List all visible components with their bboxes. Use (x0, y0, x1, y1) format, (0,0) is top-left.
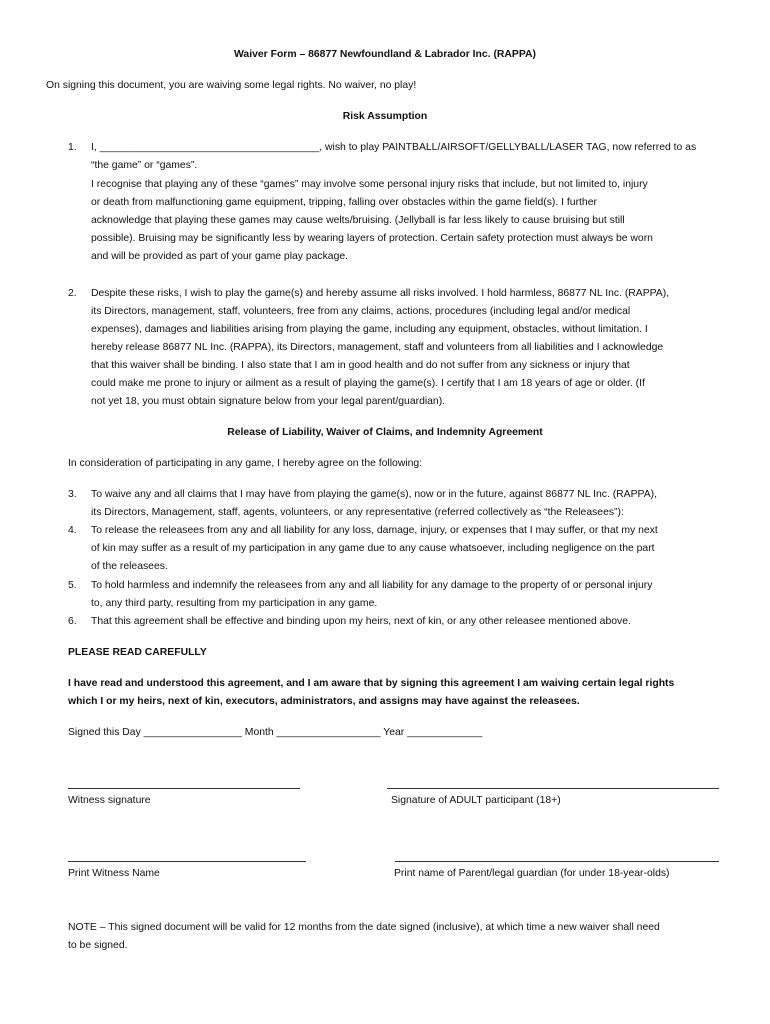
item-number: 2. (68, 288, 77, 299)
item-line: its Directors, management, staff, volunteers, free from any claims, actions, procedures (including legal and/or medical (91, 306, 631, 317)
item-line: or death from malfunctioning game equipment, tripping, falling over obstacles within the game field(s). I further (91, 197, 597, 208)
item-line: possible). Bruising may be significantly less by wearing layers of protection. Certain safety protection must always be worn (91, 233, 653, 244)
item-number: 1. (68, 142, 77, 153)
note-line: to be signed. (68, 940, 128, 951)
page-title: Waiver Form – 86877 Newfoundland & Labrador Inc. (RAPPA) (234, 49, 536, 60)
item-number: 3. (68, 489, 77, 500)
adult-signature-line[interactable] (387, 788, 719, 789)
item-line: of kin may suffer as a result of my participation in any game due to any cause whatsoever, including negligence on the part (91, 543, 655, 554)
item-line: “the game” or “games”. (91, 160, 198, 171)
note-line: NOTE – This signed document will be valid for 12 months from the date signed (inclusive), at which time a new waiver shall need (68, 922, 660, 933)
acknowledgement-line: I have read and understood this agreement, and I am aware that by signing this agreement I am waiving certain legal rights (68, 678, 675, 689)
item-line: and will be provided as part of your game play package. (91, 251, 349, 262)
item-line: To waive any and all claims that I may have from playing the game(s), now or in the future, against 86877 NL Inc. (RAPPA), (91, 489, 657, 500)
item-number: 4. (68, 525, 77, 536)
adult-signature-label: Signature of ADULT participant (18+) (391, 795, 561, 806)
item-line: to, any third party, resulting from my participation in any game. (91, 598, 378, 609)
item-line: That this agreement shall be effective and binding upon my heirs, next of kin, or any other releasee mentioned above. (91, 616, 631, 627)
item-line: To release the releasees from any and all liability for any loss, damage, injury, or expenses that I may suffer, or that my next (91, 525, 658, 536)
print-guardian-label: Print name of Parent/legal guardian (for under 18-year-olds) (394, 868, 670, 879)
item-line: its Directors, Management, staff, agents, volunteers, or any representative (referred collectively as “the Releasees”): (91, 507, 624, 518)
item-line: of the releasees. (91, 561, 168, 572)
item-line: could make me prone to injury or ailment as a result of playing the game(s). I certify that I am 18 years of age or older. (If (91, 378, 645, 389)
item-line: that this waiver shall be binding. I also state that I am in good health and do not suffer from any sickness or injury that (91, 360, 630, 371)
item-number: 5. (68, 580, 77, 591)
item-line: Despite these risks, I wish to play the game(s) and hereby assume all risks involved. I hold harmless, 86877 NL Inc. (RAPPA), (91, 288, 670, 299)
item-line: not yet 18, you must obtain signature below from your legal parent/guardian). (91, 396, 446, 407)
item-line: acknowledge that playing these games may cause welts/bruising. (Jellyball is far less likely to cause bruising but still (91, 215, 625, 226)
item-number: 6. (68, 616, 77, 627)
item-line: To hold harmless and indemnify the releasees from any and all liability for any damage to the property of or personal injury (91, 580, 653, 591)
print-guardian-line[interactable] (395, 861, 719, 862)
consideration-text: In consideration of participating in any game, I hereby agree on the following: (68, 458, 423, 469)
acknowledgement-line: which I or my heirs, next of kin, executors, administrators, and assigns may have against the releasees. (68, 696, 580, 707)
intro-text: On signing this document, you are waiving some legal rights. No waiver, no play! (46, 80, 417, 91)
signed-date-line[interactable]: Signed this Day _________________ Month __________________ Year _____________ (68, 727, 483, 738)
risk-heading: Risk Assumption (342, 111, 428, 122)
item-line: I, ______________________________________, wish to play PAINTBALL/AIRSOFT/GELLYBALL/LASER TAG, now referred to as (91, 142, 697, 153)
print-witness-label: Print Witness Name (68, 868, 160, 879)
print-witness-line[interactable] (68, 861, 306, 862)
item-line: I recognise that playing any of these “games” may involve some personal injury risks that include, but not limited to, injury (91, 179, 648, 190)
item-line: expenses), damages and liabilities arising from playing the game, including any equipment, obstacles, without limitation. I (91, 324, 648, 335)
please-read-heading: PLEASE READ CAREFULLY (68, 647, 207, 658)
release-heading: Release of Liability, Waiver of Claims, and Indemnity Agreement (227, 427, 543, 438)
witness-signature-line[interactable] (68, 788, 300, 789)
witness-signature-label: Witness signature (68, 795, 151, 806)
item-line: hereby release 86877 NL Inc. (RAPPA), its Directors, management, staff and volunteers from all liabilities and I acknowledge (91, 342, 664, 353)
